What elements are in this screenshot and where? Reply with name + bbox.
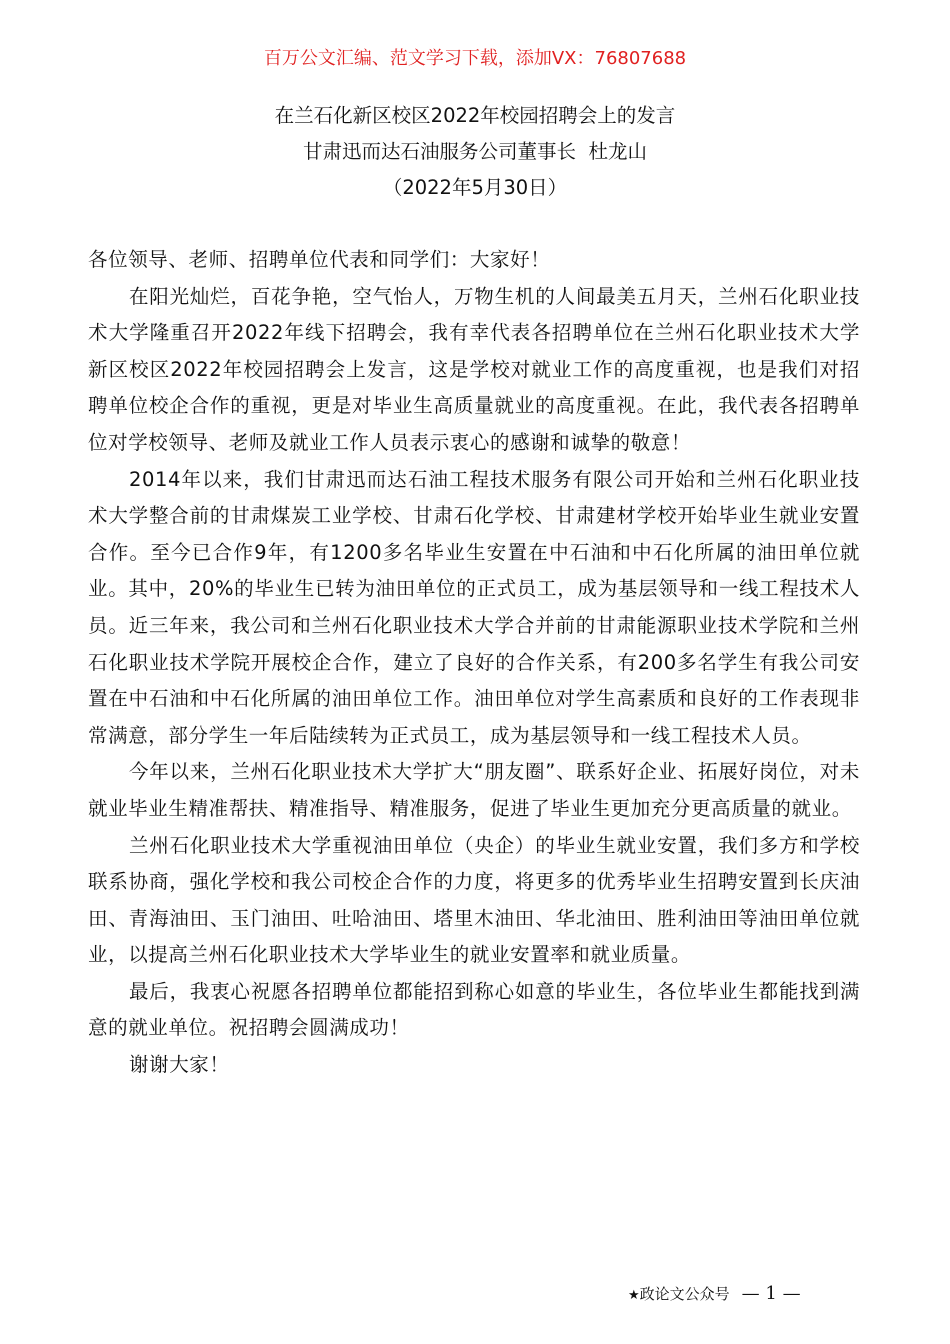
- star-icon: ★: [628, 1288, 640, 1303]
- speech-title: 在兰石化新区校区2022年校园招聘会上的发言: [274, 104, 676, 127]
- footer-source: 政论文公众号: [639, 1285, 730, 1303]
- speech-date: （2022年5月30日）: [382, 176, 568, 199]
- promo-banner: 百万公文汇编、范文学习下载，添加VX：76807688: [263, 48, 687, 69]
- speaker-line: 甘肃迅而达石油服务公司董事长 杜龙山: [303, 140, 647, 163]
- paragraph-thanks: 谢谢大家！: [129, 1053, 230, 1077]
- paragraph-opening: 在阳光灿烂，百花争艳，空气怡人，万物生机的人间最美五月天，兰州石化职业技术大学隆重召开2022年线下招聘会，我有幸代表各招聘单位在兰州石化职业技术大学新区校区2022年校园招聘会上发言，这是学校对就业工作的高度重视，也是我们对招聘单位校企合作的重视，更是对毕业生高质量就业的高度重视。在此，我代表各招聘单位对学校领导、老师及就业工作人员表示衷心的感谢和诚挚的敬意！: [88, 284, 860, 454]
- speech-body: [88, 242, 860, 1084]
- paragraph-closing-wish: 最后，我衷心祝愿各招聘单位都能招到称心如意的毕业生，各位毕业生都能找到满意的就业单位。祝招聘会圆满成功！: [88, 979, 860, 1040]
- paragraph-oilfield: 兰州石化职业技术大学重视油田单位（央企）的毕业生就业安置，我们多方和学校联系协商，强化学校和我公司校企合作的力度，将更多的优秀毕业生招聘安置到长庆油田、青海油田、玉门油田、吐哈油田、塔里木油田、华北油田、胜利油田等油田单位就业，以提高兰州石化职业技术大学毕业生的就业安置率和就业质量。: [88, 833, 860, 967]
- page-number: — 1 —: [741, 1283, 801, 1304]
- title-block: [0, 98, 950, 206]
- page-footer: [628, 1283, 801, 1307]
- paragraph-this-year: 今年以来，兰州石化职业技术大学扩大“朋友圈”、联系好企业、拓展好岗位，对未就业毕业生精准帮扶、精准指导、精准服务，促进了毕业生更加充分更高质量的就业。: [88, 760, 860, 820]
- paragraph-history: 2014年以来，我们甘肃迅而达石油工程技术服务有限公司开始和兰州石化职业技术大学整合前的甘肃煤炭工业学校、甘肃石化学校、甘肃建材学校开始毕业生就业安置合作。至今已合作9年，有1200多名毕业生安置在中石油和中石化所属的油田单位就业。其中，20%的毕业生已转为油田单位的正式员工，成为基层领导和一线工程技术人员。近三年来，我公司和兰州石化职业技术大学合并前的甘肃能源职业技术学院和兰州石化职业技术学院开展校企合作，建立了良好的合作关系，有200多名学生有我公司安置在中石油和中石化所属的油田单位工作。油田单位对学生高素质和良好的工作表现非常满意，部分学生一年后陆续转为正式员工，成为基层领导和一线工程技术人员。: [88, 467, 860, 747]
- salutation: 各位领导、老师、招聘单位代表和同学们：大家好！: [88, 248, 551, 271]
